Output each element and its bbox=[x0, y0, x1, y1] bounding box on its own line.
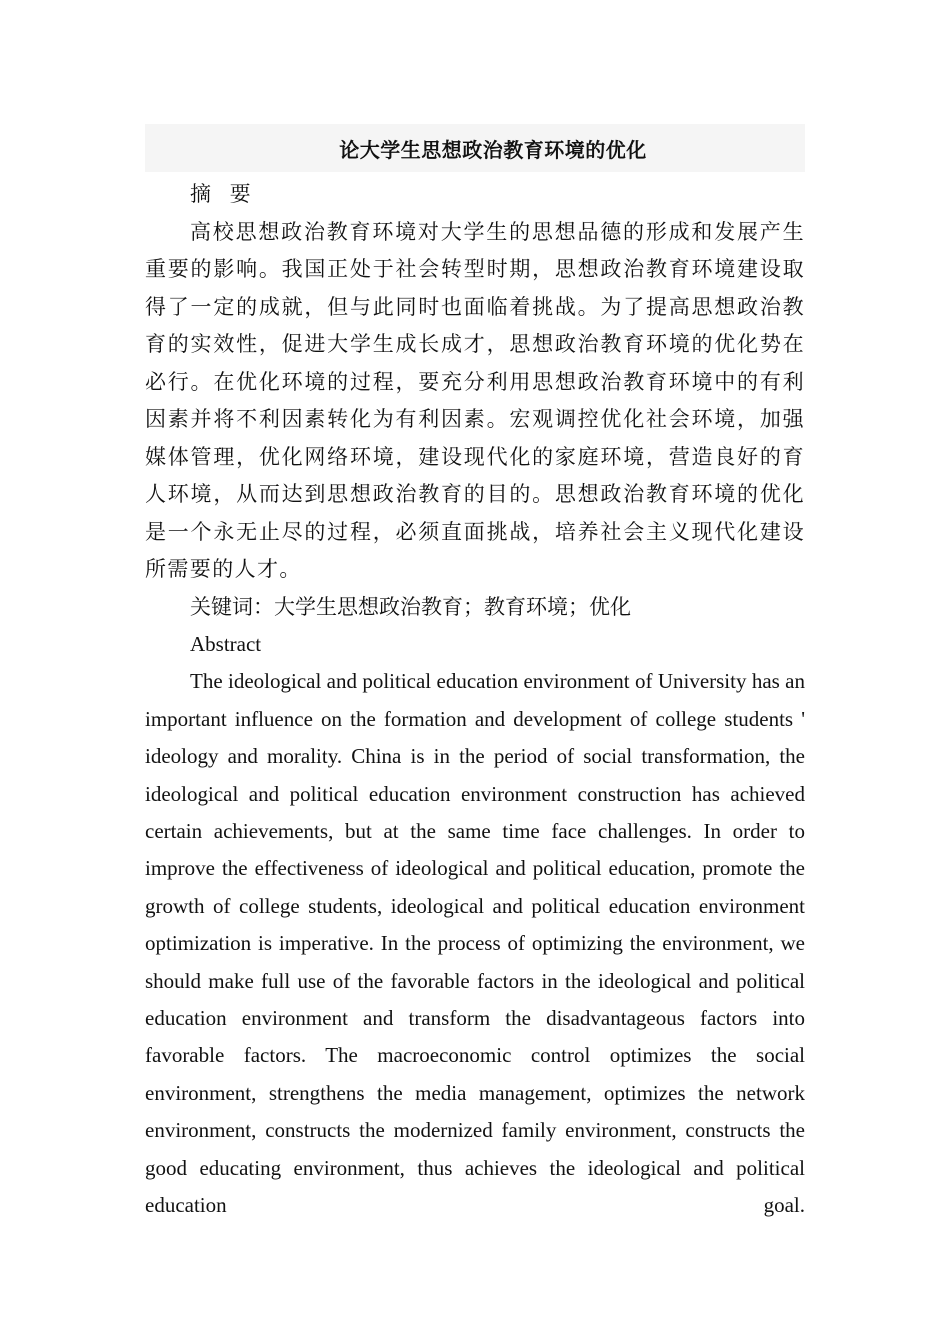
abstract-body-cn: 高校思想政治教育环境对大学生的思想品德的形成和发展产生重要的影响。我国正处于社会转型时期，思想政治教育环境建设取得了一定的成就，但与此同时也面临着挑战。为了提高思想政治教育的实效性，促进大学生成长成才，思想政治教育环境的优化势在必行。在优化环境的过程，要充分利用思想政治教育环境中的有利因素并将不利因素转化为有利因素。宏观调控优化社会环境，加强媒体管理，优化网络环境，建设现代化的家庭环境，营造良好的育人环境，从而达到思想政治教育的目的。思想政治教育环境的优化是一个永无止尽的过程，必须直面挑战，培养社会主义现代化建设所需要的人才。 bbox=[145, 219, 805, 581]
document-page bbox=[145, 124, 805, 1225]
title-bar bbox=[145, 124, 805, 172]
document-title: 论大学生思想政治教育环境的优化 bbox=[339, 137, 647, 162]
keywords-cn: 关键词：大学生思想政治教育；教育环境；优化 bbox=[190, 594, 631, 619]
abstract-heading-cn: 摘 要 bbox=[190, 182, 257, 206]
abstract-heading-en: Abstract bbox=[190, 632, 262, 656]
abstract-body-en: The ideological and political education environment of University has an important influence on the formation and development of college students ' ideology and morality. China is in the period of social transformation, the ideological and political education environment construction has achieved certain achievements, but at the same time face challenges. In order to improve the effectiveness of ideological and political education, promote the growth of college students, ideological and political education environment optimization is imperative. In the process of optimizing the environment, we should make full use of the favorable factors in the ideological and political education environment and transform the disadvantageous factors into favorable factors. The macroeconomic control optimizes the social environment, strengthens the media management, optimizes the network environment, constructs the modernized family environment, constructs the good educating environment, thus achieves the ideological and political education goal. bbox=[145, 669, 805, 1218]
